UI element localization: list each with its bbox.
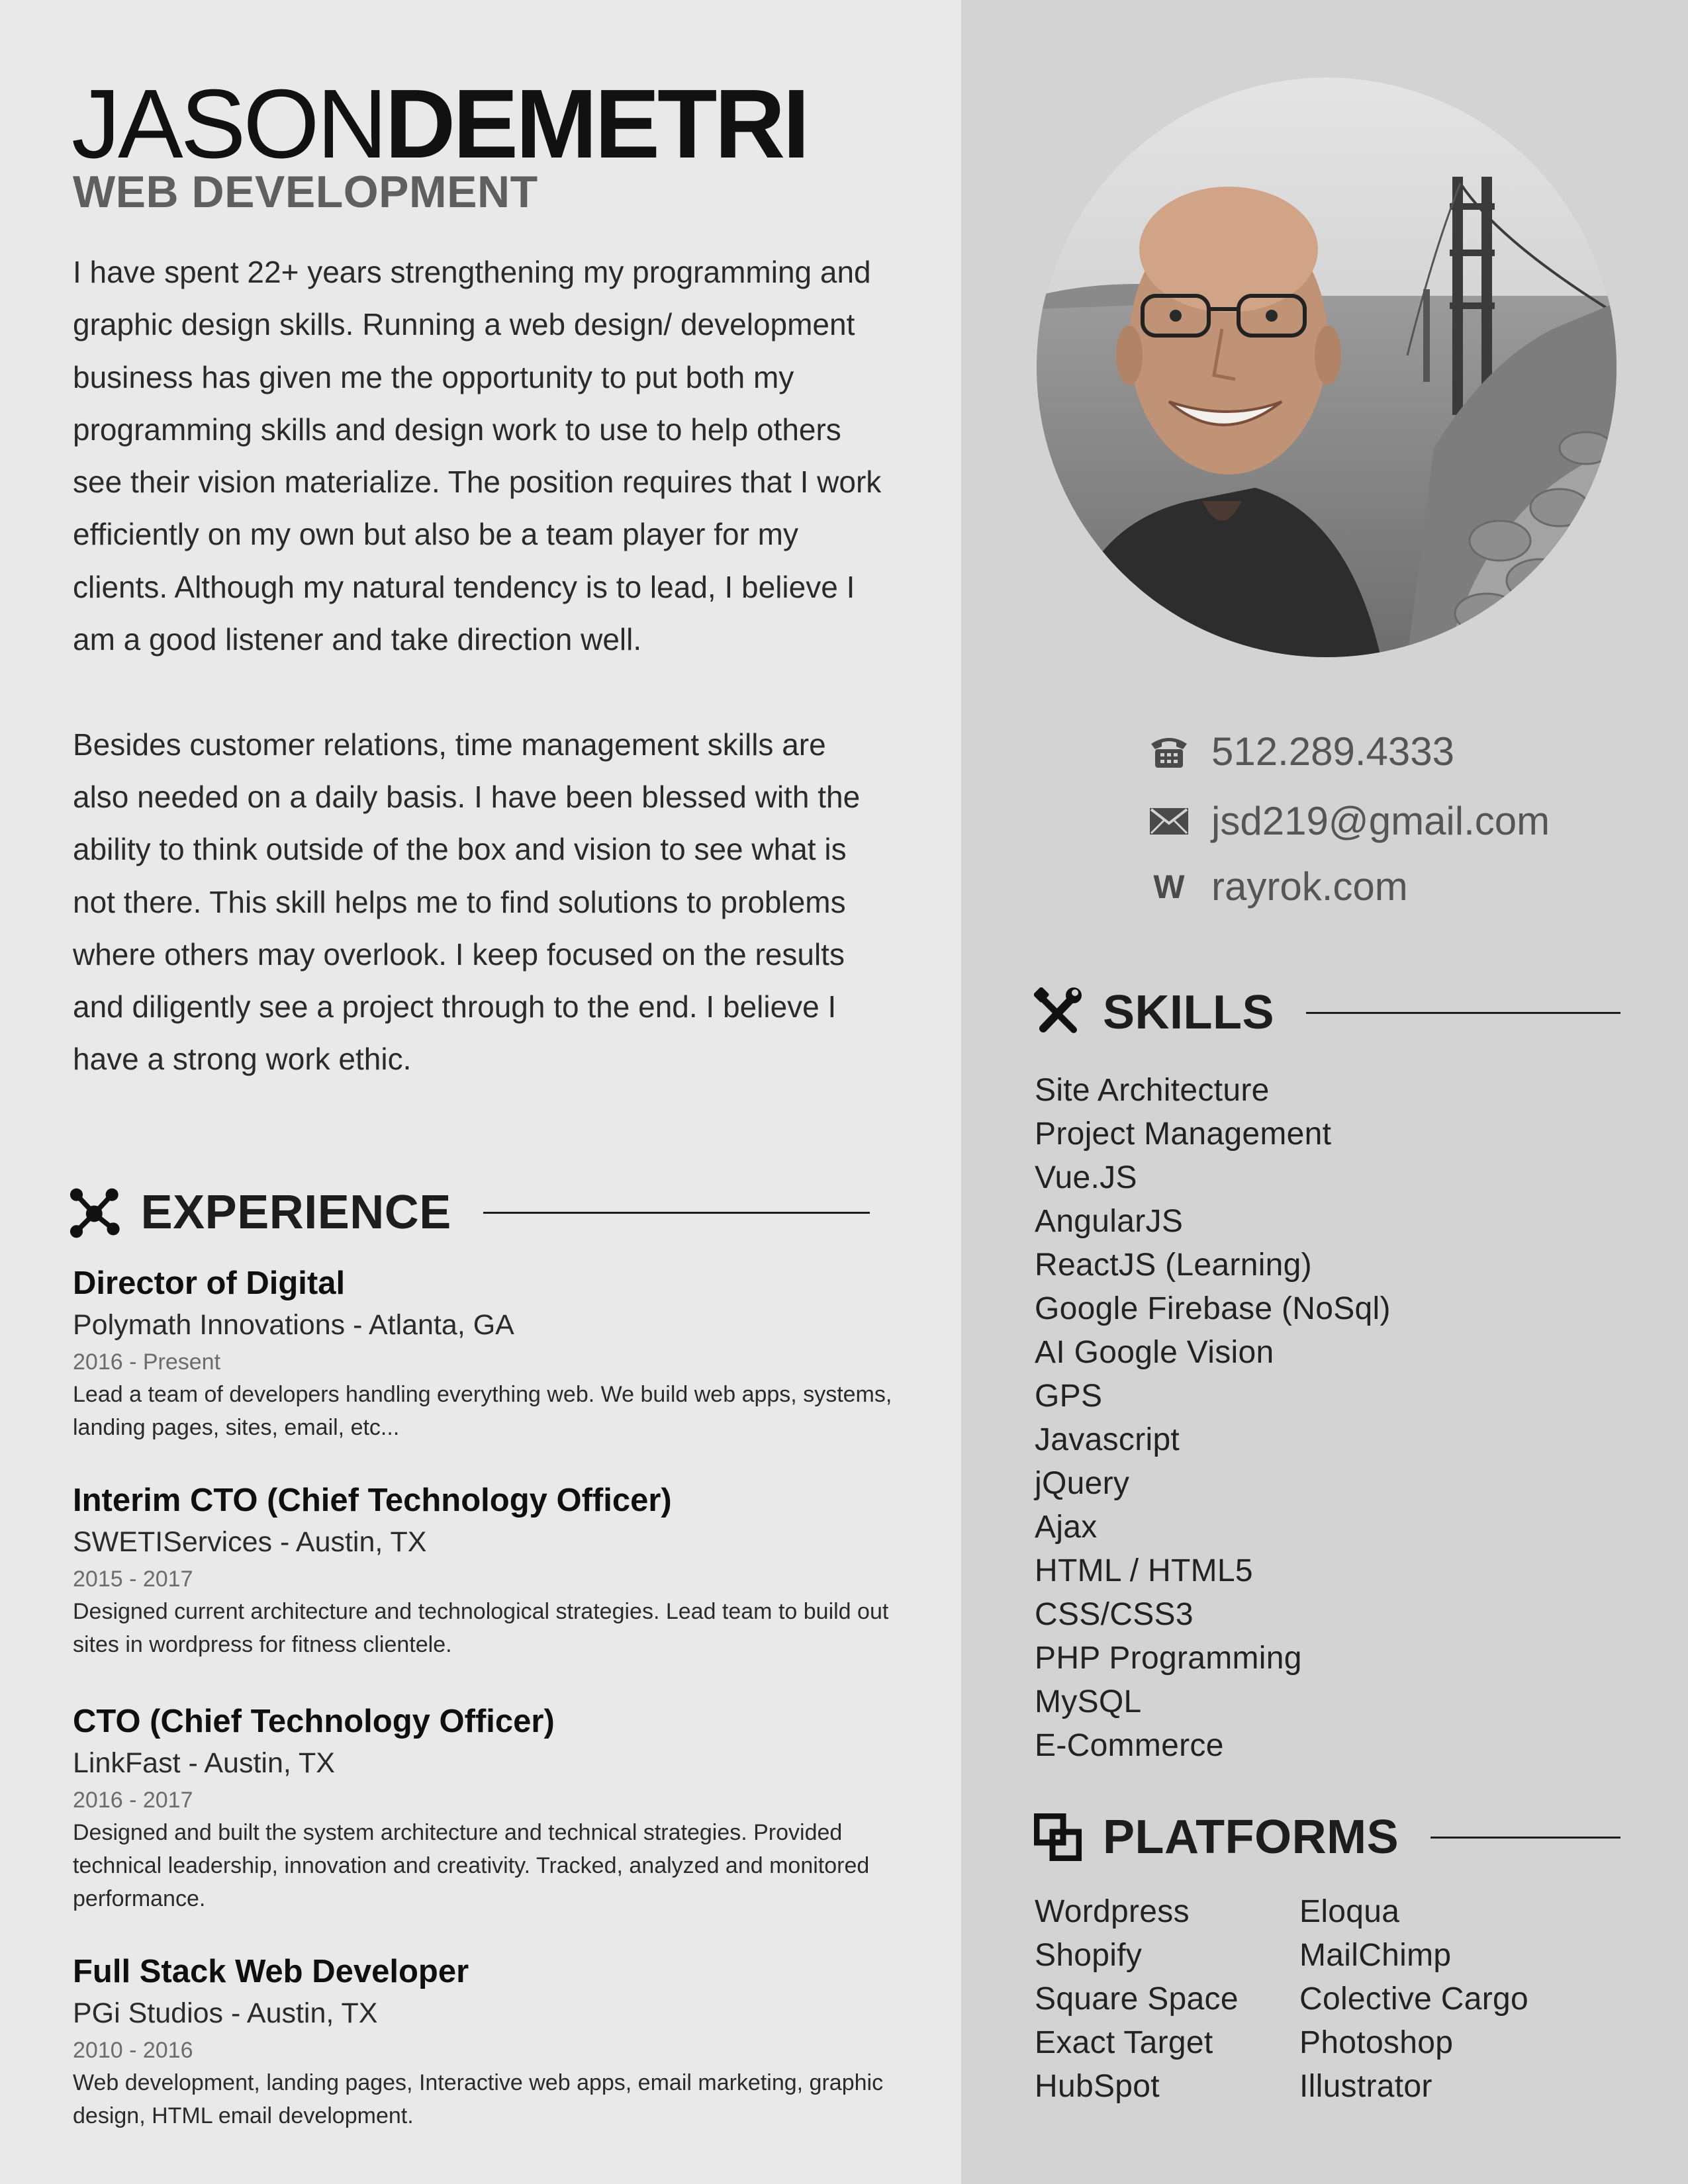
job-company: SWETIServices - Austin, TX bbox=[73, 1526, 427, 1558]
email-address[interactable]: jsd219@gmail.com bbox=[1211, 799, 1550, 843]
list-item: Vue.JS bbox=[1035, 1160, 1137, 1195]
list-item: GPS bbox=[1035, 1379, 1103, 1414]
platforms-list-right bbox=[1299, 1890, 1528, 2109]
list-item: HTML / HTML5 bbox=[1035, 1553, 1253, 1588]
list-item: PHP Programming bbox=[1035, 1641, 1302, 1676]
job-company: PGi Studios - Austin, TX bbox=[73, 1997, 378, 2029]
contact-phone bbox=[1149, 728, 1454, 776]
skills-heading bbox=[1034, 986, 1620, 1039]
job-title: Director of Digital bbox=[73, 1265, 346, 1301]
overlapping-squares-icon bbox=[1034, 1813, 1082, 1861]
list-item: AI Google Vision bbox=[1035, 1335, 1274, 1370]
list-item: HubSpot bbox=[1035, 2069, 1160, 2104]
job-title: Interim CTO (Chief Technology Officer) bbox=[73, 1482, 672, 1518]
website-icon: W bbox=[1153, 868, 1185, 905]
list-item: AngularJS bbox=[1035, 1204, 1184, 1239]
list-item: Javascript bbox=[1035, 1422, 1180, 1457]
job-entry bbox=[73, 1951, 900, 2132]
job-entry bbox=[73, 1701, 900, 1915]
job-description: Designed current architecture and technological strategies. Lead team to build out sites in wordpress for fitness clientele. bbox=[73, 1599, 889, 1657]
list-item: CSS/CSS3 bbox=[1035, 1597, 1194, 1632]
website-link[interactable]: rayrok.com bbox=[1211, 864, 1408, 909]
job-entry bbox=[73, 1480, 900, 1661]
list-item: Exact Target bbox=[1035, 2025, 1213, 2060]
envelope-icon bbox=[1149, 801, 1189, 841]
platforms-heading-label: PLATFORMS bbox=[1103, 1811, 1399, 1864]
network-nodes-icon bbox=[69, 1186, 120, 1239]
phone-icon bbox=[1149, 732, 1189, 772]
bio-summary bbox=[73, 246, 887, 1086]
bio-paragraph: Besides customer relations, time management skills are also needed on a daily basis. I have been blessed with the ability to think outside of the box and vision to see what is not there. This skill helps me to find solutions to problems where others may overlook. I keep focused on the results and diligently see a project through to the end. I believe I have a strong work ethic. bbox=[73, 727, 861, 1077]
job-title: Full Stack Web Developer bbox=[73, 1954, 469, 1989]
job-description: Lead a team of developers handling everything web. We build web apps, systems, landing pages, sites, email, etc... bbox=[73, 1382, 892, 1440]
contact-website bbox=[1149, 863, 1408, 911]
job-description: Web development, landing pages, Interactive web apps, email marketing, graphic design, HTML email development. bbox=[73, 2070, 884, 2128]
job-dates: 2010 - 2016 bbox=[73, 2038, 193, 2063]
first-name: JASON bbox=[71, 69, 385, 179]
profile-photo bbox=[1037, 77, 1617, 657]
experience-heading bbox=[69, 1186, 870, 1239]
job-dates: 2015 - 2017 bbox=[73, 1567, 193, 1592]
last-name: DEMETRI bbox=[385, 69, 808, 179]
platforms-list-left bbox=[1035, 1890, 1239, 2109]
list-item: Photoshop bbox=[1299, 2025, 1454, 2060]
section-divider bbox=[1430, 1837, 1620, 1839]
job-subtitle: WEB DEVELOPMENT bbox=[73, 167, 538, 217]
platforms-heading bbox=[1034, 1811, 1620, 1864]
section-divider bbox=[483, 1212, 870, 1214]
skills-list bbox=[1035, 1069, 1391, 1768]
job-description: Designed and built the system architecture and technical strategies. Provided technical leadership, innovation and creativity. Tracked, analyzed and monitored performance. bbox=[73, 1820, 870, 1911]
list-item: Square Space bbox=[1035, 1981, 1239, 2017]
job-entry bbox=[73, 1263, 900, 1444]
experience-heading-label: EXPERIENCE bbox=[140, 1186, 451, 1239]
section-divider bbox=[1306, 1012, 1620, 1014]
list-item: Illustrator bbox=[1299, 2069, 1432, 2104]
list-item: Site Architecture bbox=[1035, 1073, 1270, 1108]
list-item: MailChimp bbox=[1299, 1938, 1452, 1973]
wrench-screwdriver-icon bbox=[1034, 987, 1082, 1038]
list-item: Shopify bbox=[1035, 1938, 1143, 1973]
job-dates: 2016 - 2017 bbox=[73, 1788, 193, 1813]
contact-email bbox=[1149, 797, 1550, 845]
job-dates: 2016 - Present bbox=[73, 1349, 221, 1375]
job-company: Polymath Innovations - Atlanta, GA bbox=[73, 1309, 514, 1341]
skills-heading-label: SKILLS bbox=[1103, 986, 1275, 1039]
list-item: Ajax bbox=[1035, 1510, 1098, 1545]
job-company: LinkFast - Austin, TX bbox=[73, 1747, 335, 1779]
list-item: Project Management bbox=[1035, 1116, 1332, 1152]
list-item: ReactJS (Learning) bbox=[1035, 1248, 1312, 1283]
job-title: CTO (Chief Technology Officer) bbox=[73, 1704, 555, 1739]
list-item: E-Commerce bbox=[1035, 1728, 1224, 1763]
list-item: MySQL bbox=[1035, 1684, 1142, 1719]
list-item: Colective Cargo bbox=[1299, 1981, 1528, 2017]
list-item: Google Firebase (NoSql) bbox=[1035, 1291, 1391, 1326]
list-item: Eloqua bbox=[1299, 1894, 1400, 1929]
bio-paragraph: I have spent 22+ years strengthening my programming and graphic design skills. Running a web design/ development business has given me the opportunity to put both my programming skills and design work to use to help others see their vision materialize. The position requires that I work efficiently on my own but also be a team player for my clients. Although my natural tendency is to lead, I believe I am a good listener and take direction well. bbox=[73, 255, 882, 657]
list-item: jQuery bbox=[1035, 1466, 1130, 1501]
phone-number[interactable]: 512.289.4333 bbox=[1211, 729, 1455, 774]
list-item: Wordpress bbox=[1035, 1894, 1190, 1929]
